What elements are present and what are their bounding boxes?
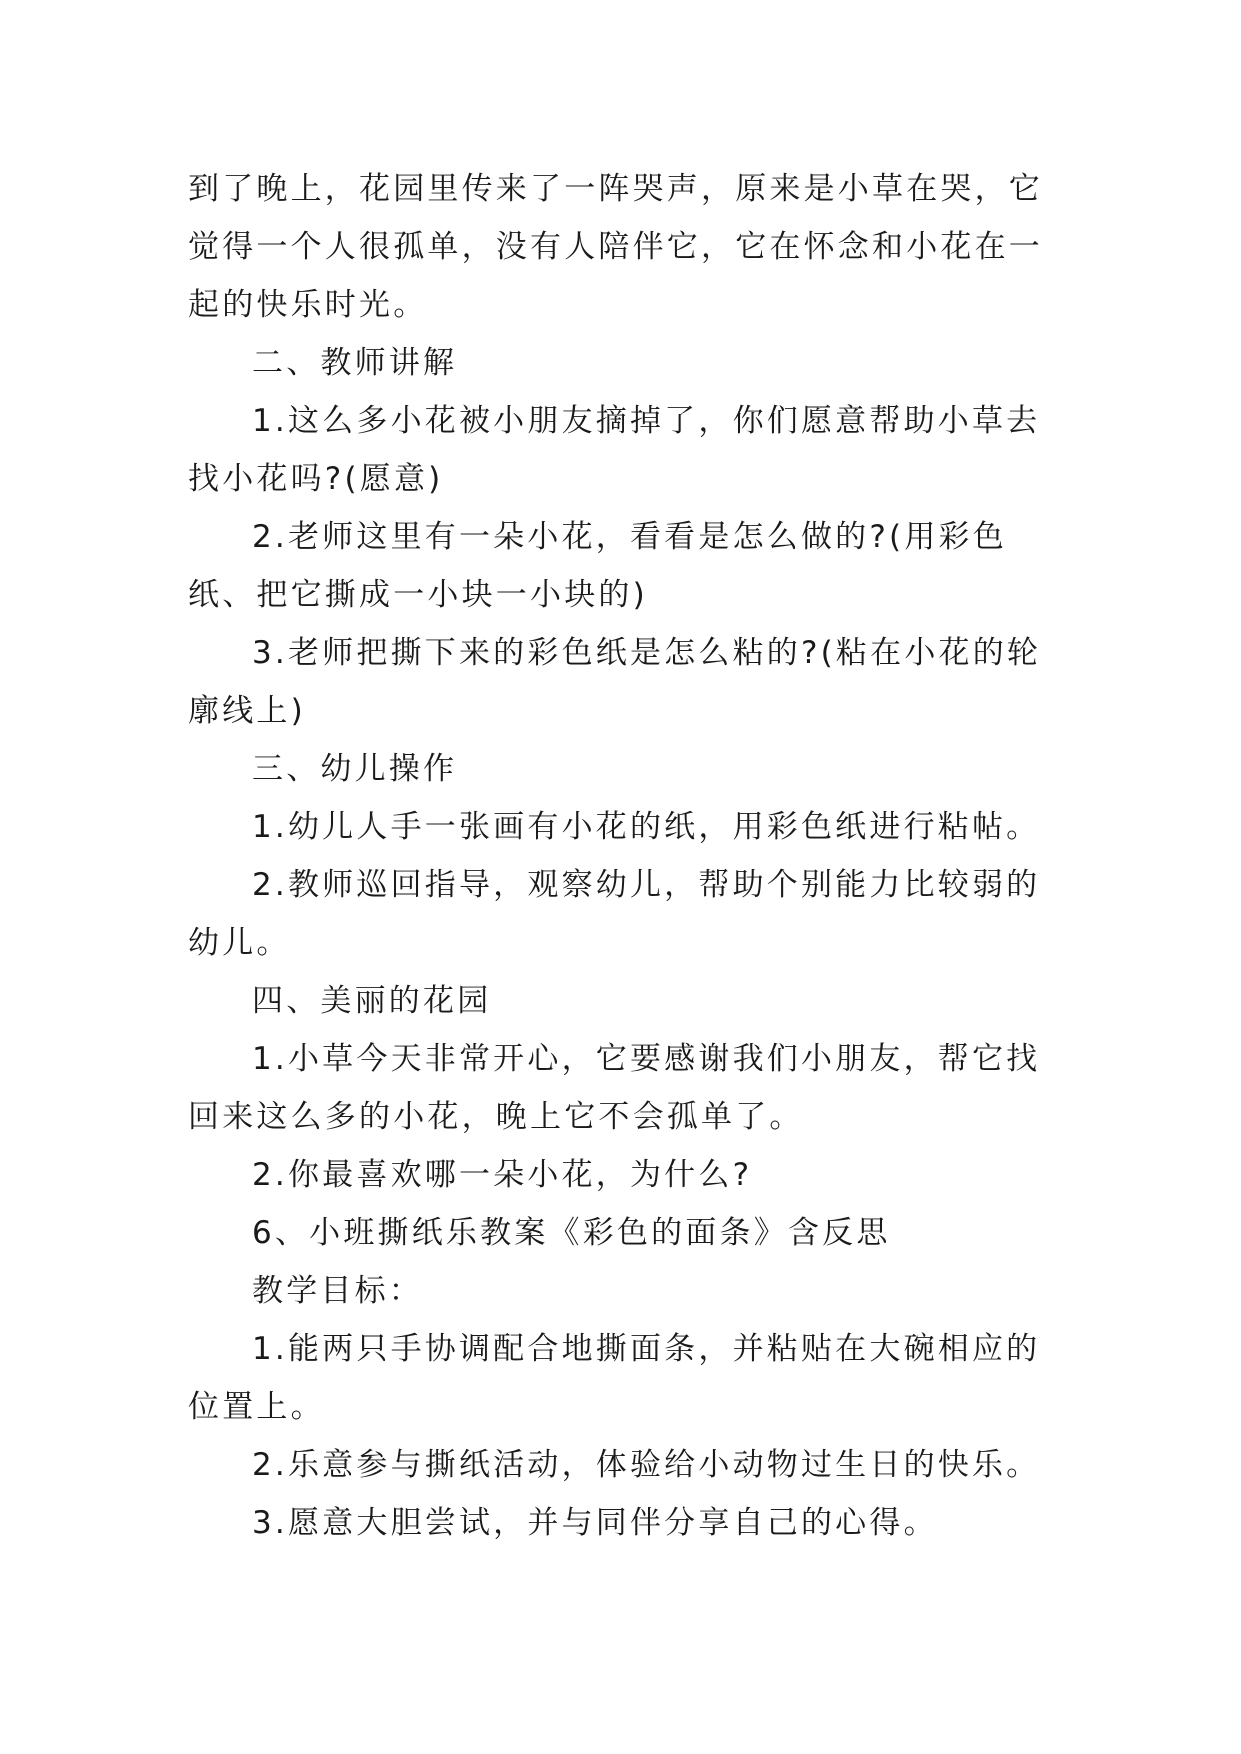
paragraph: 2.你最喜欢哪一朵小花，为什么? <box>252 1157 753 1193</box>
paragraph: 1.小草今天非常开心，它要感谢我们小朋友，帮它找回来这么多的小花，晚上它不会孤单了。 <box>188 1041 1041 1135</box>
paragraph: 3.愿意大胆尝试，并与同伴分享自己的心得。 <box>252 1505 938 1541</box>
paragraph: 1.能两只手协调配合地撕面条，并粘贴在大碗相应的位置上。 <box>188 1331 1041 1425</box>
paragraph: 2.老师这里有一朵小花，看看是怎么做的?(用彩色纸、把它撕成一小块一小块的) <box>188 519 1007 613</box>
paragraph: 2.教师巡回指导，观察幼儿，帮助个别能力比较弱的幼儿。 <box>188 867 1041 961</box>
subsection-heading: 教学目标： <box>252 1273 423 1309</box>
paragraph: 1.这么多小花被小朋友摘掉了，你们愿意帮助小草去找小花吗?(愿意) <box>188 403 1041 497</box>
section-heading: 四、美丽的花园 <box>252 983 492 1019</box>
paragraph: 3.老师把撕下来的彩色纸是怎么粘的?(粘在小花的轮廓线上) <box>188 635 1042 729</box>
section-heading: 二、教师讲解 <box>252 345 458 381</box>
section-title: 6、小班撕纸乐教案《彩色的面条》含反思 <box>252 1215 891 1251</box>
paragraph: 1.幼儿人手一张画有小花的纸，用彩色纸进行粘帖。 <box>252 809 1041 845</box>
document-body <box>188 160 1058 1552</box>
section-heading: 三、幼儿操作 <box>252 751 458 787</box>
paragraph-intro: 到了晚上，花园里传来了一阵哭声，原来是小草在哭，它觉得一个人很孤单，没有人陪伴它，它在怀念和小花在一起的快乐时光。 <box>188 171 1043 323</box>
paragraph: 2.乐意参与撕纸活动，体验给小动物过生日的快乐。 <box>252 1447 1041 1483</box>
